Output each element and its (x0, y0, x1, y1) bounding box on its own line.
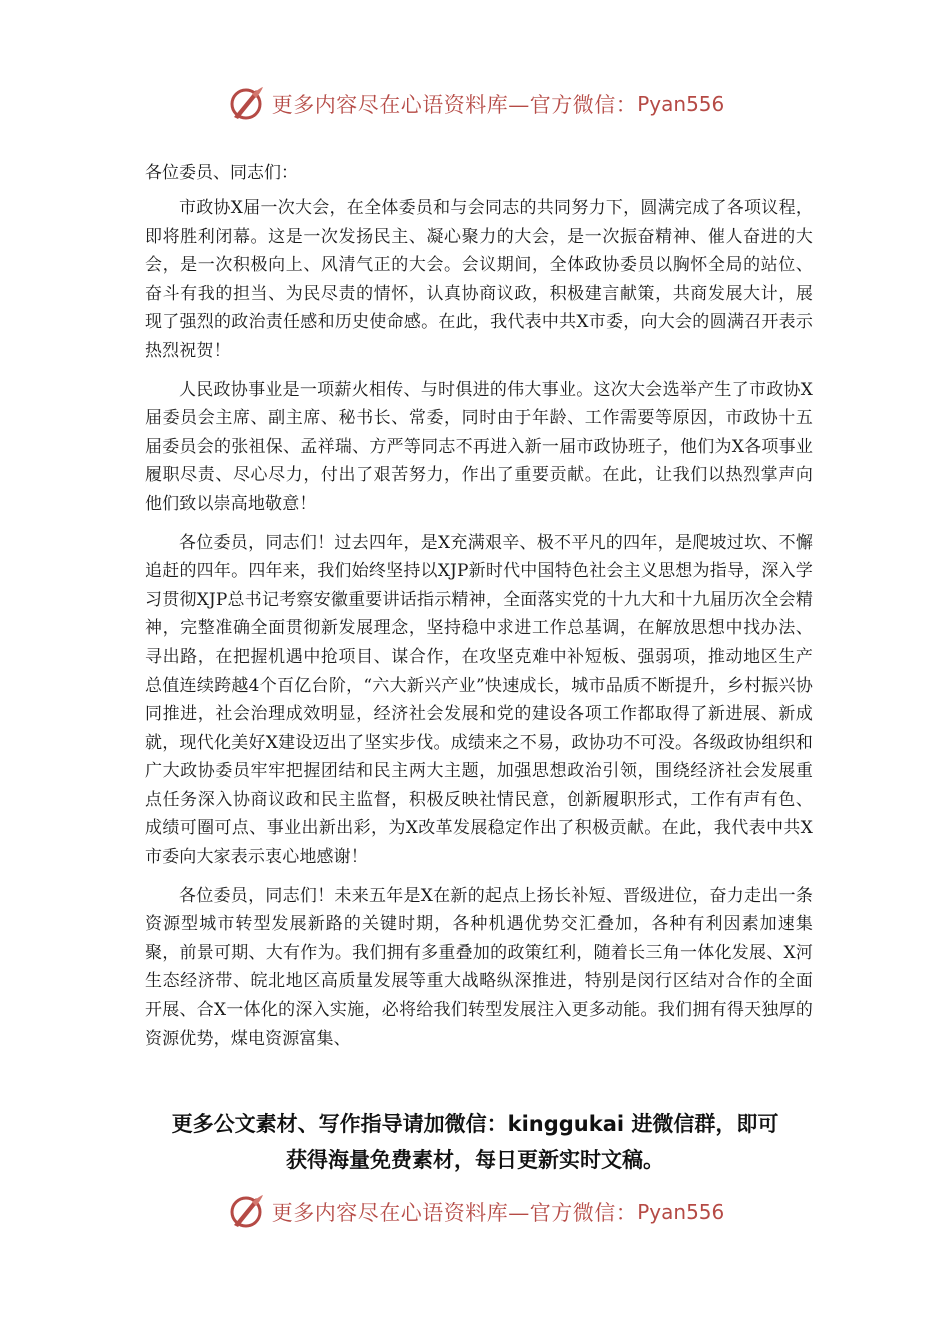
salutation: 各位委员、同志们： (145, 163, 298, 183)
quill-logo-icon (226, 84, 266, 124)
footer-watermark (0, 1190, 950, 1234)
header-watermark (0, 82, 950, 126)
watermark-text: 更多内容尽在心语资料库—官方微信： (271, 1201, 638, 1225)
promo-line-2: 获得海量免费素材，每日更新实时文稿。 (286, 1148, 664, 1172)
watermark-text: 更多内容尽在心语资料库—官方微信： (271, 93, 638, 117)
paragraph-3: 各位委员，同志们！过去四年，是X充满艰辛、极不平凡的四年，是爬坡过坎、不懈追赶的四年。四年来，我们始终坚持以XJP新时代中国特色社会主义思想为指导，深入学习贯彻XJP总书记考察安徽重要讲话指示精神，全面落实党的十九大和十九届历次全会精神，完整准确全面贯彻新发展理念，坚持稳中求进工作总基调，在解放思想中找办法、寻出路，在把握机遇中抢项目、谋合作，在攻坚克难中补短板、强弱项，推动地区生产总值连续跨越4个百亿台阶，“六大新兴产业”快速成长，城市品质不断提升，乡村振兴协同推进，社会治理成效明显，经济社会发展和党的建设各项工作都取得了新进展、新成就，现代化美好X建设迈出了坚实步伐。成绩来之不易，政协功不可没。各级政协组织和广大政协委员牢牢把握团结和民主两大主题，加强思想政治引领，围绕经济社会发展重点任务深入协商议政和民主监督，积极反映社情民意，创新履职形式，工作有声有色、成绩可圈可点、事业出新出彩，为X改革发展稳定作出了积极贡献。在此，我代表中共X市委向大家表示衷心地感谢！ (145, 532, 813, 868)
paragraph-2: 人民政协事业是一项薪火相传、与时俱进的伟大事业。这次大会选举产生了市政协X届委员会主席、副主席、秘书长、常委，同时由于年龄、工作需要等原因，市政协十五届委员会的张祖保、孟祥瑞、方严等同志不再进入新一届市政协班子，他们为X各项事业履职尽责、尽心尽力，付出了艰苦努力，作出了重要贡献。在此，让我们以热烈掌声向他们致以崇高地敬意！ (145, 379, 813, 514)
watermark-wechat-id: Pyan556 (637, 1200, 725, 1224)
promo-line-1: 更多公文素材、写作指导请加微信：kinggukai 进微信群，即可 (171, 1112, 779, 1136)
promo-notice (100, 1106, 850, 1178)
paragraph-1: 市政协X届一次大会，在全体委员和与会同志的共同努力下，圆满完成了各项议程，即将胜利闭幕。这是一次发扬民主、凝心聚力的大会，是一次振奋精神、催人奋进的大会，是一次积极向上、风清气正的大会。会议期间，全体政协委员以胸怀全局的站位、奋斗有我的担当、为民尽责的情怀，认真协商议政，积极建言献策，共商发展大计，展现了强烈的政治责任感和历史使命感。在此，我代表中共X市委，向大会的圆满召开表示热烈祝贺！ (145, 198, 813, 361)
document-body (145, 158, 813, 1063)
watermark-wechat-id: Pyan556 (637, 92, 725, 116)
quill-logo-icon (226, 1192, 266, 1232)
paragraph-4: 各位委员，同志们！未来五年是X在新的起点上扬长补短、晋级进位，奋力走出一条资源型城市转型发展新路的关键时期，各种机遇优势交汇叠加，各种有利因素加速集聚，前景可期、大有作为。我们拥有多重叠加的政策红利，随着长三角一体化发展、X河生态经济带、皖北地区高质量发展等重大战略纵深推进，特别是闵行区结对合作的全面开展、合X一体化的深入实施，必将给我们转型发展注入更多动能。我们拥有得天独厚的资源优势，煤电资源富集、 (145, 885, 813, 1049)
